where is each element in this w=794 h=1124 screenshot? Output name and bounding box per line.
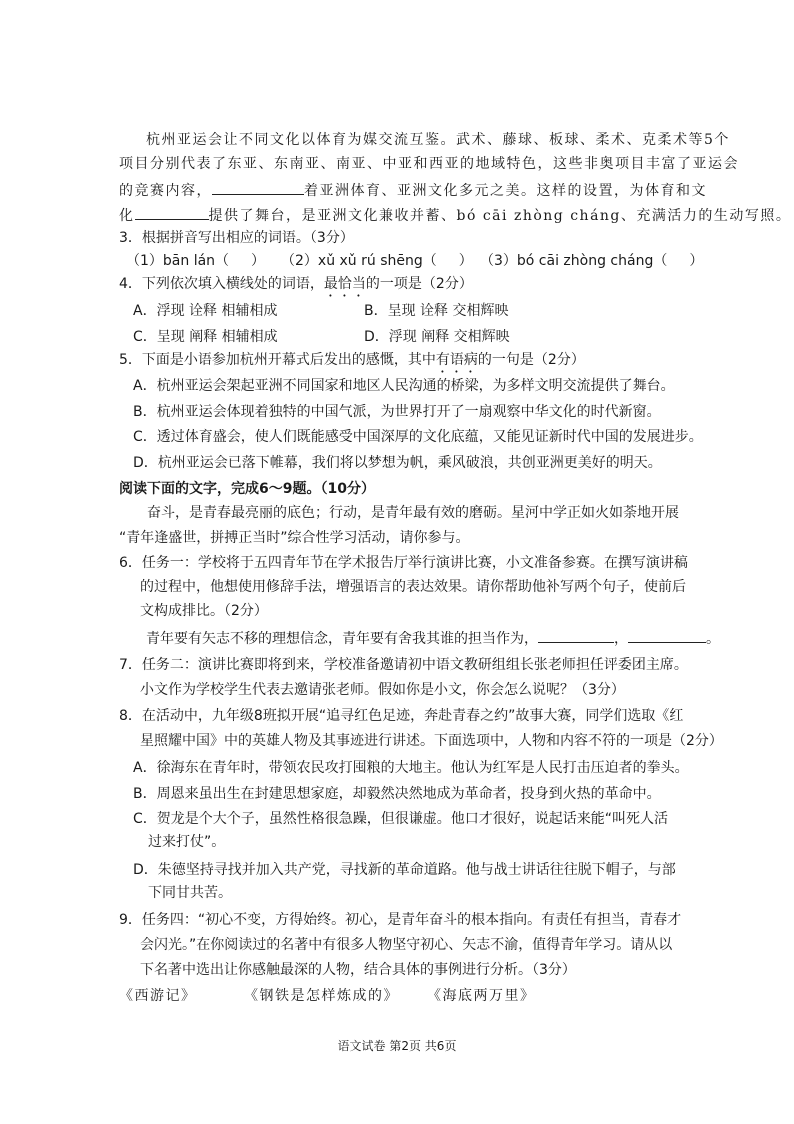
emphasis-text: 有语病 — [435, 352, 478, 368]
item-1-close: ） — [251, 253, 266, 269]
question-9-line: 9．任务四：“初心不变，方得始终。初心，是青年奋斗的根本指向。有责任有担当，青春才 — [119, 912, 682, 928]
question-6-prompt — [146, 628, 720, 648]
section-heading: 阅读下面的文字，完成6～9题。（10分） — [119, 481, 375, 497]
prompt-period: 。 — [706, 631, 720, 647]
question-6-line: 文构成排比。（2分） — [140, 603, 268, 619]
item-3: （3）bó cāi zhòng cháng（ — [480, 253, 668, 269]
book-title: 《海底两万里》 — [427, 988, 536, 1004]
option-d-cont: 下同甘共苦。 — [148, 885, 232, 901]
passage-text: 着亚洲体育、亚洲文化多元之美。这样的设置，为体育和文 — [304, 183, 707, 199]
item-1: （1）bān lán（ — [126, 253, 230, 269]
stem-text: 的一句是（2分） — [477, 352, 585, 368]
item-2-close: ） — [458, 253, 473, 269]
question-8-line: 8．在活动中，九年级8班拟开展“追寻红色足迹，奔赴青春之约”故事大赛，同学们选取《红 — [119, 708, 684, 724]
question-4-stem — [119, 275, 473, 300]
answer-blank[interactable] — [135, 205, 209, 220]
question-5-stem — [119, 351, 585, 376]
stem-text: 4．下列依次填入横线处的词语， — [119, 276, 324, 292]
option-c[interactable]: C．贺龙是个大个子，虽然性格很急躁，但很谦虚。他口才很好，说起话来能“叫死人活 — [133, 811, 669, 827]
option-a[interactable]: A．徐海东在青年时，带领农民攻打囤粮的大地主。他认为红军是人民打击压迫者的拳头。 — [133, 760, 689, 776]
option-b[interactable]: B．周恩来虽出生在封建思想家庭，却毅然决然地成为革命者，投身到火热的革命中。 — [133, 786, 661, 802]
passage-line: 项目分别代表了东亚、东南亚、南亚、中亚和西亚的地域特色，这些非奥项目丰富了亚运会 — [119, 156, 739, 172]
section-intro: 奋斗，是青春最亮丽的底色；行动，是青年最有效的磨砺。星河中学正如火如荼地开展 — [147, 505, 679, 521]
prompt-text: 青年要有矢志不移的理想信念，青年要有舍我其谁的担当作为， — [146, 631, 538, 647]
section-intro: “青年逢盛世，拼搏正当时”综合性学习活动，请你参与。 — [119, 530, 470, 546]
option-d[interactable]: D．浮现 阐释 交相辉映 — [364, 329, 510, 345]
stem-text: 5．下面是小语参加杭州开幕式后发出的感慨，其中 — [119, 352, 436, 368]
option-c[interactable]: C．呈现 阐释 相辅相成 — [133, 329, 278, 345]
option-d[interactable]: D．朱德坚持寻找并加入共产党，寻找新的革命道路。他与战士讲话往往脱下帽子，与部 — [133, 862, 676, 878]
option-b[interactable]: B．杭州亚运会体现着独特的中国气派，为世界打开了一扇观察中华文化的时代新窗。 — [133, 404, 661, 420]
stem-text: 的一项是（2分） — [365, 276, 473, 292]
passage-text: 的竞赛内容， — [119, 183, 212, 199]
option-c-cont: 过来打仗”。 — [148, 834, 226, 850]
passage-line: 杭州亚运会让不同文化以体育为媒交流互鉴。武术、藤球、板球、柔术、克柔术等5个 — [146, 132, 730, 148]
option-a[interactable]: A．浮现 诠释 相辅相成 — [133, 303, 278, 319]
book-title: 《西游记》 — [119, 988, 197, 1004]
passage-text: 提供了舞台，是亚洲文化兼收并蓄、bó cāi zhòng cháng、充满活力的生动写照。 — [208, 208, 792, 224]
item-3-close: ） — [689, 253, 704, 269]
passage-text: 化 — [119, 208, 135, 224]
option-a[interactable]: A．杭州亚运会架起亚洲不同国家和地区人民沟通的桥梁，为多样文明交流提供了舞台。 — [133, 378, 675, 394]
question-6-line: 6．任务一：学校将于五四青年节在学术报告厅举行演讲比赛，小文准备参赛。在撰写演讲稿 — [119, 555, 688, 571]
option-c[interactable]: C．透过体育盛会，使人们既能感受中国深厚的文化底蕴，又能见证新时代中国的发展进步。 — [133, 429, 703, 445]
question-8-line: 星照耀中国》中的英雄人物及其事迹进行讲述。下面选项中，人物和内容不符的一项是（2分） — [140, 733, 723, 749]
page-footer: 语文试卷 第2页 共6页 — [337, 1039, 457, 1053]
item-2: （2）xǔ xǔ rú shēng（ — [281, 253, 437, 269]
question-6-line: 的过程中，他想使用修辞手法，增强语言的表达效果。请你帮助他补写两个句子，使前后 — [140, 579, 686, 595]
emphasis-text: 最恰当 — [323, 276, 366, 292]
answer-blank[interactable] — [538, 628, 614, 643]
question-9-line: 会闪光。”在你阅读过的名著中有很多人物坚守初心、矢志不渝，值得青年学习。请从以 — [140, 937, 673, 953]
question-3-stem: 3．根据拼音写出相应的词语。（3分） — [119, 230, 354, 246]
answer-blank[interactable] — [212, 180, 304, 195]
question-3-items — [480, 252, 703, 270]
question-7-line: 小文作为学校学生代表去邀请张老师。假如你是小文，你会怎么说呢？（3分） — [140, 682, 625, 698]
prompt-comma: ， — [614, 631, 628, 647]
question-7-line: 7．任务二：演讲比赛即将到来，学校准备邀请初中语文教研组组长张老师担任评委团主席。 — [119, 657, 688, 673]
answer-blank[interactable] — [628, 628, 706, 643]
passage-line — [119, 180, 707, 200]
question-3-items — [126, 252, 265, 270]
option-d[interactable]: D．杭州亚运会已落下帷幕，我们将以梦想为帆，乘风破浪，共创亚洲更美好的明天。 — [133, 455, 662, 471]
question-9-line: 下名著中选出让你感触最深的人物，结合具体的事例进行分析。（3分） — [140, 962, 576, 978]
question-3-items — [281, 252, 473, 270]
book-title: 《钢铁是怎样炼成的》 — [244, 988, 399, 1004]
passage-line — [119, 205, 791, 225]
option-b[interactable]: B．呈现 诠释 交相辉映 — [364, 303, 509, 319]
